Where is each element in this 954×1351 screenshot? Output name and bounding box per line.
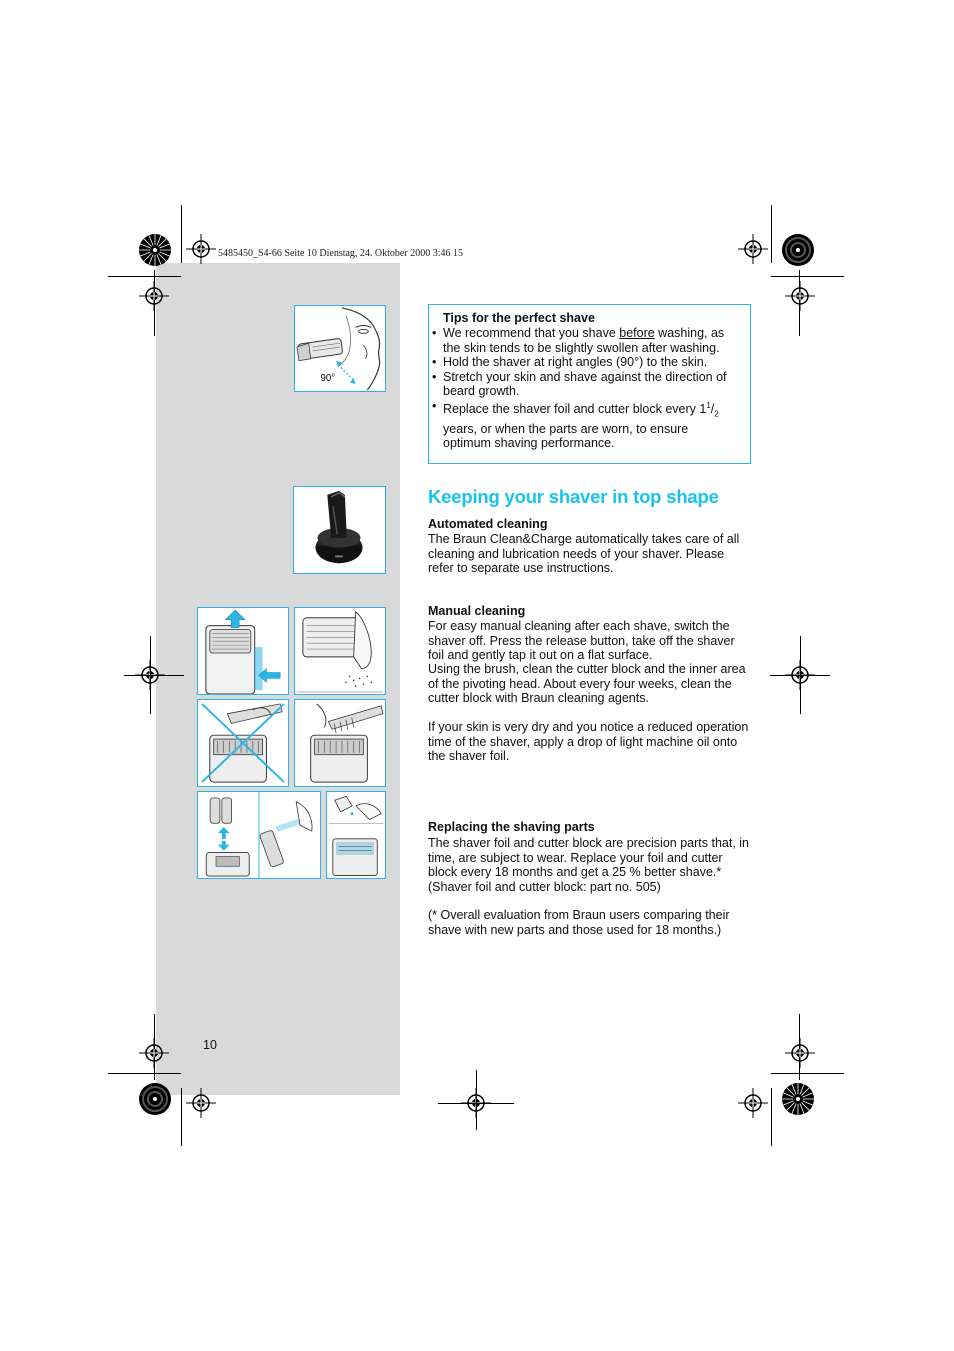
bullet: • [432, 326, 437, 340]
tips-title: Tips for the perfect shave [443, 311, 595, 325]
starburst-mark [138, 1082, 172, 1116]
tips-list [429, 326, 729, 451]
manual-text-2: Using the brush, clean the cutter block and the inner area of the pivoting head. About every four weeks, clean the cutter block with Braun cleaning agents. [428, 662, 746, 705]
registration-target [186, 234, 216, 264]
figure-brush-foil-prohibited [197, 699, 289, 787]
page-title: Keeping your shaver in top shape [428, 486, 719, 507]
manual-text-3: If your skin is very dry and you notice a reduced operation time of the shaver, apply a drop of light machine oil onto the shaver foil. [428, 720, 749, 763]
registration-target [139, 1038, 169, 1068]
tips-box [428, 304, 751, 464]
automated-text: The Braun Clean&Charge automatically takes care of all cleaning and lubrication needs of your shaver. Please refer to separate use instructions. [428, 532, 740, 575]
figure-clean-charge-station [293, 486, 386, 574]
registration-target [186, 1088, 216, 1118]
print-slug: 5485450_S4-66 Seite 10 Dienstag, 24. Oktober 2000 3:46 15 [218, 248, 463, 259]
crop-mark [771, 205, 772, 263]
section-title-manual: Manual cleaning [428, 604, 526, 618]
crop-mark [108, 276, 181, 277]
starburst-mark [781, 233, 815, 267]
figure-replace-parts [197, 791, 321, 879]
crop-mark [108, 1073, 181, 1074]
figure-oil-foil [326, 791, 386, 879]
replacing-text-2: (* Overall evaluation from Braun users comparing their shave with new parts and those used for 18 months.) [428, 908, 730, 937]
registration-target [738, 234, 768, 264]
replacing-text-1: The shaver foil and cutter block are precision parts that, in time, are subject to wear. Replace your foil and cutter block every 18 months and get a 25 % better shave.* (Shaver foil and cutter block: part no. 505) [428, 836, 749, 894]
list-item: • We recommend that you shave before washing, as the skin tends to be slightly swollen after washing. [432, 326, 725, 355]
starburst-mark [781, 1082, 815, 1116]
registration-target [785, 1038, 815, 1068]
crop-mark [771, 276, 844, 277]
figure-shaving-angle [294, 305, 386, 392]
crop-mark [181, 1088, 182, 1146]
registration-target [738, 1088, 768, 1118]
starburst-mark [138, 233, 172, 267]
crop-mark [771, 1088, 772, 1146]
figure-brush-cutter [294, 699, 386, 787]
crop-mark [800, 636, 801, 714]
angle-label: 90° [320, 373, 336, 385]
bullet: • [432, 355, 437, 369]
manual-text-1: For easy manual cleaning after each shave, switch the shaver off. Press the release button, take off the shaver foil and gently tap it out on a flat surface. [428, 619, 735, 662]
crop-mark [124, 675, 184, 676]
list-item: • Replace the shaver foil and cutter block every $1^1/_2$ years, or when the parts are worn, to ensure optimum shaving performance. [432, 398, 719, 451]
list-item: • Hold the shaver at right angles (90°) to the skin. [432, 355, 708, 369]
crop-mark [771, 1073, 844, 1074]
crop-mark [181, 205, 182, 263]
crop-mark [476, 1070, 477, 1130]
registration-target [785, 281, 815, 311]
section-title-replacing: Replacing the shaving parts [428, 820, 595, 834]
registration-target [139, 281, 169, 311]
bullet: • [432, 398, 437, 413]
underlined-word: before [619, 326, 655, 340]
list-item: • Stretch your skin and shave against the direction of beard growth. [432, 369, 727, 398]
bullet: • [432, 369, 437, 384]
figure-foil-release [197, 607, 289, 695]
section-title-automated: Automated cleaning [428, 517, 548, 531]
crop-mark [150, 636, 151, 714]
page-number: 10 [203, 1038, 217, 1052]
figure-foil-tapping [294, 607, 386, 695]
